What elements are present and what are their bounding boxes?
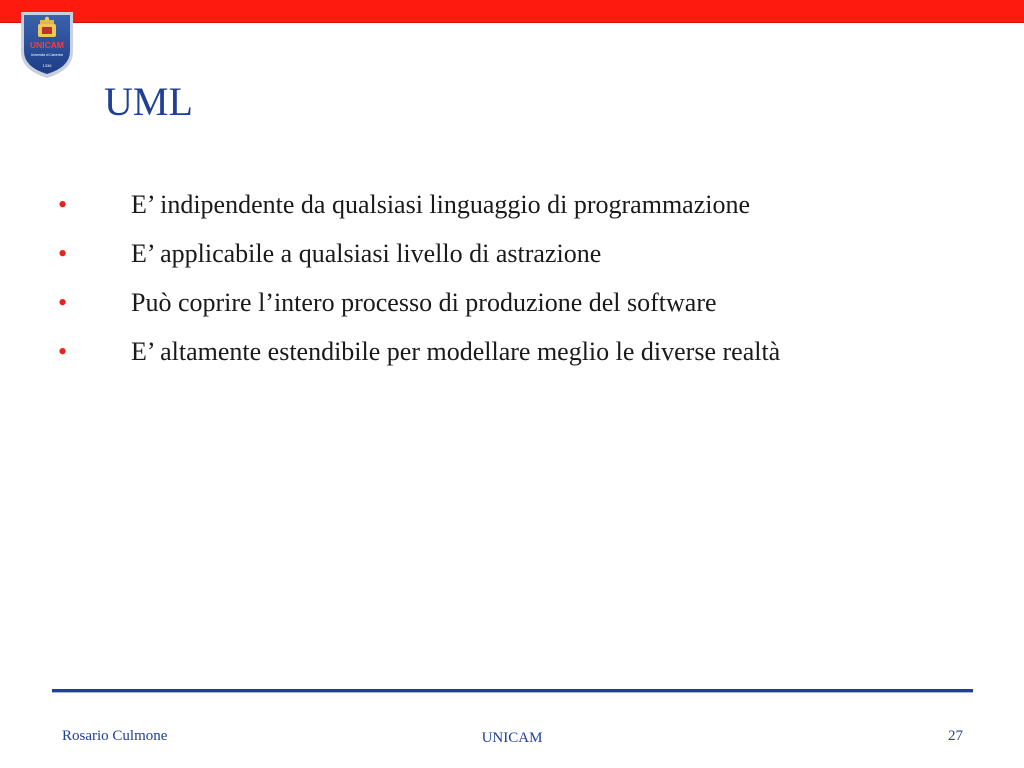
unicam-logo	[18, 10, 76, 80]
page-number: 27	[948, 728, 963, 744]
bullet-dot-icon: •	[58, 337, 68, 366]
footer-author: Rosario Culmone	[62, 728, 168, 744]
footer-institution-label: UNICAM	[481, 730, 543, 746]
bullet-dot-icon: •	[58, 190, 68, 219]
bullet-item	[0, 327, 1024, 376]
bullet-dot-icon: •	[58, 288, 68, 317]
logo-year: 1336	[42, 63, 52, 68]
bullet-item	[0, 180, 1024, 229]
bullet-dot-icon: •	[58, 239, 68, 268]
bullet-item	[0, 278, 1024, 327]
bullet-list	[0, 180, 1024, 376]
bullet-text: Può coprire l’intero processo di produzione del software	[131, 288, 717, 317]
logo-motto: Università di Camerino	[30, 53, 64, 57]
logo-wordmark: UNICAM	[30, 40, 64, 50]
bullet-text: E’ indipendente da qualsiasi linguaggio di programmazione	[131, 190, 751, 219]
slide-title: UML	[104, 79, 193, 124]
bullet-text: E’ applicabile a qualsiasi livello di astrazione	[131, 239, 602, 268]
footer-divider	[52, 689, 973, 693]
bullet-text: E’ altamente estendibile per modellare meglio le diverse realtà	[131, 337, 781, 366]
top-accent-bar	[0, 0, 1024, 23]
bullet-item	[0, 229, 1024, 278]
